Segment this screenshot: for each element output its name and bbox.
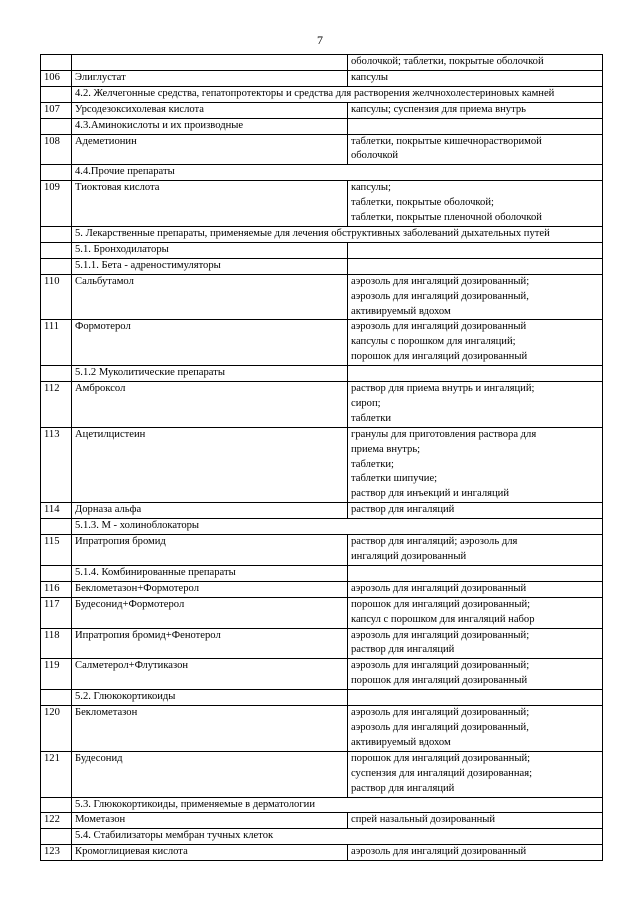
dosage-form-line: раствор для ингаляций [351, 504, 455, 516]
drug-name: Кромоглициевая кислота [72, 845, 348, 861]
drug-row [41, 751, 603, 797]
dosage-form-line: раствор для приема внутрь и ингаляций; [351, 383, 535, 395]
dosage-forms [348, 751, 603, 797]
drug-name: Урсодезоксихолевая кислота [72, 102, 348, 118]
section-row [41, 242, 603, 258]
dosage-form-line: приема внутрь; [351, 443, 421, 455]
dosage-form-line: активируемый вдохом [351, 736, 451, 748]
row-number: 114 [41, 503, 72, 519]
dosage-forms [348, 181, 603, 227]
section-heading: 5.1.1. Бета - адреностимуляторы [72, 258, 348, 274]
drug-name: Амброксол [72, 382, 348, 428]
dosage-forms [348, 382, 603, 428]
drug-name: Тиоктовая кислота [72, 181, 348, 227]
drug-row [41, 581, 603, 597]
dosage-forms [348, 134, 603, 165]
dosage-form-line: аэрозоль для ингаляций дозированный; [351, 275, 530, 287]
row-number: 118 [41, 628, 72, 659]
section-row [41, 86, 603, 102]
section-heading: 5.2. Глюкокортикоиды [72, 690, 348, 706]
row-number-cell [41, 366, 72, 382]
dosage-form-line: ингаляций дозированный [351, 551, 467, 562]
section-heading: 5.3. Глюкокортикоиды, применяемые в дерматологии [72, 797, 603, 813]
section-heading: 4.3.Аминокислоты и их производные [72, 118, 348, 134]
section-heading: 5.1. Бронходилаторы [72, 242, 348, 258]
drug-row [41, 845, 603, 861]
row-number: 122 [41, 813, 72, 829]
drug-row [41, 706, 603, 752]
row-number: 107 [41, 102, 72, 118]
dosage-form-line: таблетки, покрытые оболочкой; [351, 197, 494, 209]
dosage-form-line: капсулы; [351, 182, 391, 194]
drug-row [41, 320, 603, 366]
dosage-form-line: аэрозоль для ингаляций дозированный [351, 846, 527, 858]
drug-name: Беклометазон+Формотерол [72, 581, 348, 597]
dosage-forms [348, 427, 603, 503]
row-number: 123 [41, 845, 72, 861]
drug-row [41, 70, 603, 86]
row-number-cell [41, 690, 72, 706]
row-number: 119 [41, 659, 72, 690]
dosage-form-line: аэрозоль для ингаляций дозированный; [351, 707, 530, 719]
section-row [41, 258, 603, 274]
dosage-form-line: аэрозоль для ингаляций дозированный; [351, 660, 530, 672]
section-row [41, 226, 603, 242]
section-row [41, 165, 603, 181]
row-number-cell [41, 86, 72, 102]
section-row [41, 519, 603, 535]
drug-name: Салметерол+Флутиказон [72, 659, 348, 690]
drug-name [72, 55, 348, 71]
row-number-cell [41, 165, 72, 181]
drug-row [41, 382, 603, 428]
dosage-form-line: оболочкой [351, 150, 399, 162]
section-heading: 5.1.3. М - холиноблокаторы [72, 519, 603, 535]
drug-list-body [41, 55, 603, 861]
dosage-form-line: аэрозоль для ингаляций дозированный, [351, 721, 529, 733]
row-number-cell [41, 565, 72, 581]
row-number: 115 [41, 535, 72, 566]
section-row [41, 690, 603, 706]
drug-name: Мометазон [72, 813, 348, 829]
form-cell [348, 258, 603, 274]
drug-row [41, 503, 603, 519]
dosage-form-line: таблетки шипучие; [351, 473, 438, 485]
section-heading: 5. Лекарственные препараты, применяемые для лечения обструктивных заболеваний дыхательных путей [72, 226, 603, 242]
dosage-form-line: сироп; [351, 397, 381, 409]
section-row [41, 565, 603, 581]
drug-row [41, 102, 603, 118]
row-number: 117 [41, 597, 72, 628]
dosage-forms [348, 597, 603, 628]
dosage-forms [348, 628, 603, 659]
section-heading: 4.4.Прочие препараты [72, 165, 603, 181]
drug-name: Будесонид+Формотерол [72, 597, 348, 628]
dosage-forms [348, 535, 603, 566]
dosage-form-line: таблетки, покрытые кишечнорастворимой [351, 135, 542, 147]
dosage-form-line: таблетки; [351, 458, 394, 470]
dosage-forms [348, 102, 603, 118]
row-number [41, 55, 72, 71]
drug-name: Элиглустат [72, 70, 348, 86]
dosage-forms [348, 706, 603, 752]
dosage-form-line: таблетки, покрытые пленочной оболочкой [351, 212, 542, 224]
drug-row [41, 134, 603, 165]
drug-name: Ипратропия бромид [72, 535, 348, 566]
drug-name: Формотерол [72, 320, 348, 366]
dosage-form-line: аэрозоль для ингаляций дозированный; [351, 629, 530, 641]
drug-name: Адеметионин [72, 134, 348, 165]
drug-row [41, 659, 603, 690]
drug-row [41, 535, 603, 566]
dosage-forms [348, 581, 603, 597]
drug-name: Сальбутамол [72, 274, 348, 320]
dosage-forms [348, 274, 603, 320]
section-heading: 5.1.4. Комбинированные препараты [72, 565, 348, 581]
form-cell [348, 242, 603, 258]
dosage-form-line: аэрозоль для ингаляций дозированный, [351, 290, 529, 302]
dosage-forms [348, 845, 603, 861]
form-cell [348, 118, 603, 134]
dosage-form-line: капсулы с порошком для ингаляций; [351, 336, 516, 348]
dosage-form-line: раствор для ингаляций [351, 782, 455, 794]
dosage-form-line: аэрозоль для ингаляций дозированный [351, 582, 527, 594]
dosage-forms [348, 503, 603, 519]
dosage-form-line: активируемый вдохом [351, 305, 451, 317]
continuation-row [41, 55, 603, 71]
drug-name: Ипратропия бромид+Фенотерол [72, 628, 348, 659]
dosage-form-line: спрей назальный дозированный [351, 814, 496, 826]
dosage-form-line: раствор для ингаляций; аэрозоль для [351, 536, 518, 548]
section-row [41, 366, 603, 382]
row-number: 113 [41, 427, 72, 503]
dosage-form-line: порошок для ингаляций дозированный [351, 351, 528, 363]
row-number-cell [41, 519, 72, 535]
dosage-form-line: порошок для ингаляций дозированный [351, 675, 528, 687]
row-number: 106 [41, 70, 72, 86]
dosage-form-line: порошок для ингаляций дозированный; [351, 752, 531, 764]
page-number: 7 [317, 33, 323, 47]
row-number-cell [41, 118, 72, 134]
section-heading: 5.4. Стабилизаторы мембран тучных клеток [72, 829, 603, 845]
form-cell [348, 690, 603, 706]
drug-name: Дорназа альфа [72, 503, 348, 519]
drug-row [41, 813, 603, 829]
drug-row [41, 181, 603, 227]
dosage-form-line: оболочкой; таблетки, покрытые оболочкой [351, 56, 544, 67]
row-number: 120 [41, 706, 72, 752]
section-row [41, 829, 603, 845]
dosage-forms [348, 55, 603, 71]
row-number-cell [41, 829, 72, 845]
drug-name: Беклометазон [72, 706, 348, 752]
row-number-cell [41, 797, 72, 813]
form-cell [348, 565, 603, 581]
row-number: 108 [41, 134, 72, 165]
row-number: 116 [41, 581, 72, 597]
section-row [41, 118, 603, 134]
dosage-forms [348, 70, 603, 86]
dosage-form-line: раствор для ингаляций [351, 644, 455, 656]
dosage-form-line: капсулы [351, 71, 389, 83]
dosage-form-line: гранулы для приготовления раствора для [351, 428, 537, 440]
dosage-form-line: раствор для инъекций и ингаляций [351, 488, 509, 500]
row-number-cell [41, 226, 72, 242]
drug-row [41, 274, 603, 320]
drug-row [41, 597, 603, 628]
section-heading: 5.1.2 Муколитические препараты [72, 366, 348, 382]
row-number: 109 [41, 181, 72, 227]
drug-row [41, 427, 603, 503]
dosage-form-line: таблетки [351, 412, 392, 424]
section-heading: 4.2. Желчегонные средства, гепатопротекторы и средства для растворения желчнохолестериновых камней [72, 86, 603, 102]
row-number: 121 [41, 751, 72, 797]
dosage-forms [348, 659, 603, 690]
dosage-form-line: суспензия для ингаляций дозированная; [351, 767, 533, 779]
dosage-form-line: аэрозоль для ингаляций дозированный [351, 321, 527, 333]
row-number-cell [41, 242, 72, 258]
drug-name: Ацетилцистеин [72, 427, 348, 503]
dosage-forms [348, 320, 603, 366]
drug-row [41, 628, 603, 659]
dosage-forms [348, 813, 603, 829]
drug-name: Будесонид [72, 751, 348, 797]
dosage-form-line: порошок для ингаляций дозированный; [351, 598, 531, 610]
row-number-cell [41, 258, 72, 274]
row-number: 111 [41, 320, 72, 366]
dosage-form-line: капсулы; суспензия для приема внутрь [351, 103, 526, 115]
section-row [41, 797, 603, 813]
row-number: 112 [41, 382, 72, 428]
row-number: 110 [41, 274, 72, 320]
form-cell [348, 366, 603, 382]
drug-list-table [40, 54, 603, 861]
dosage-form-line: капсул с порошком для ингаляций набор [351, 613, 535, 625]
